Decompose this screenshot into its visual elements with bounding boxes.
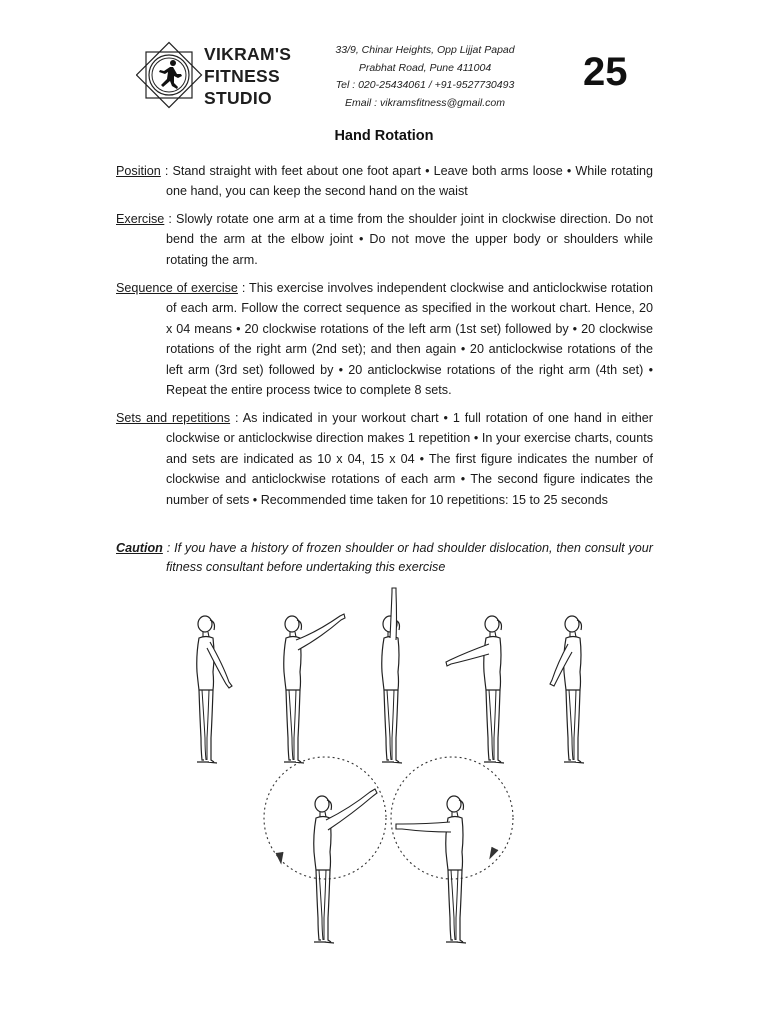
position-label: Position	[116, 164, 161, 178]
runner-emblem-icon	[136, 40, 204, 112]
pose-arm-forward	[446, 616, 504, 763]
sets-section	[116, 408, 653, 510]
caution-text: : If you have a history of frozen shoulder or had shoulder dislocation, then consult your fitness consultant before undertaking this exercise	[162, 541, 653, 574]
hand-rotation-figures	[0, 585, 768, 1005]
studio-address	[300, 42, 550, 112]
page-title: Hand Rotation	[334, 128, 434, 144]
anticlockwise-rotation-figure	[391, 757, 513, 943]
logo-line: STUDIO	[204, 88, 272, 108]
address-line: Prabhat Road, Pune 411004	[358, 61, 492, 74]
caution-section	[116, 539, 653, 577]
pose-arm-overhead	[382, 588, 402, 763]
pose-arm-down-back	[550, 616, 584, 763]
pose-arm-forward-up	[284, 614, 345, 763]
caution-label: Caution	[116, 541, 163, 555]
exercise-section	[116, 209, 653, 270]
exercise-label: Exercise	[116, 212, 165, 226]
exercise-text: : Slowly rotate one arm at a time from the shoulder joint in clockwise direction. Do not bend the arm at the elbow joint • Do not move the upper body or shoulders while rotating the arm.	[164, 212, 653, 267]
exercise-illustrations	[0, 585, 768, 1005]
sequence-label: Sequence of exercise	[116, 281, 238, 295]
position-text: : Stand straight with feet about one foot apart • Leave both arms loose • While rotating one hand, you can keep the second hand on the waist	[160, 164, 653, 199]
email-line: Email : vikramsfitness@gmail.com	[344, 96, 506, 109]
page-number: 25	[583, 50, 628, 94]
position-section	[116, 161, 653, 202]
sets-label: Sets and repetitions	[116, 411, 231, 425]
pose-arms-down	[197, 616, 232, 763]
sets-text: : As indicated in your workout chart • 1 full rotation of one hand in either clockwise or anticlockwise direction makes 1 repetition • In your exercise charts, counts and sets are indicated as 10 x 04, 15 x 04 • The first figure indicates the number of clockwise and anticlockwise rotations of each arm • The second figure indicates the number of sets • Recommended time taken for 10 repetitions: 15 to 25 seconds	[166, 411, 653, 507]
studio-name	[204, 43, 291, 109]
sequence-text: : This exercise involves independent clockwise and anticlockwise rotation of each arm. Follow the correct sequence as specified in the workout chart. Hence, 20 x 04 means • 20 clockwise rotations of the left arm (1st set) followed by • 20 clockwise rotations of the right arm (2nd set); and then again • 20 anticlockwise rotations of the left arm (3rd set) followed by • 20 anticlockwise rotations of the right arm (4th set) • Repeat the entire process twice to complete 8 sets.	[166, 281, 653, 398]
sequence-section	[116, 278, 653, 400]
logo-line: FITNESS	[204, 66, 280, 86]
phone-line: Tel : 020-25434061 / +91-9527730493	[335, 79, 515, 91]
logo-line: VIKRAM'S	[204, 44, 292, 64]
studio-logo	[136, 40, 292, 112]
address-line: 33/9, Chinar Heights, Opp Lijjat Papad	[335, 44, 515, 56]
clockwise-rotation-figure	[264, 757, 386, 943]
